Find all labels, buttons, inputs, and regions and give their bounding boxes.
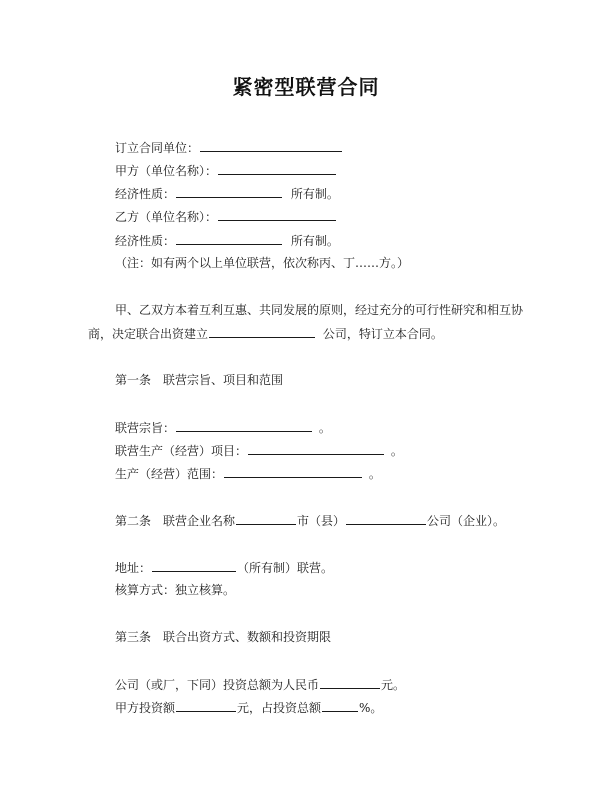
party-b-blank	[218, 209, 336, 221]
article-2-heading-mid: 市（县）	[297, 514, 346, 528]
intro-line-2-start: 商，决定联合出资建立	[88, 327, 209, 341]
note-text: （注：如有两个以上单位联营，依次称丙、丁……方。）	[115, 256, 410, 270]
address-label: 地址：	[115, 561, 152, 575]
party-a-investment-blank	[176, 700, 236, 712]
econ-nature-1-blank	[176, 186, 282, 198]
scope-end: 。	[368, 467, 381, 481]
intro-line-2	[88, 326, 443, 341]
purpose-line	[115, 420, 331, 435]
city-blank	[236, 513, 296, 525]
purpose-blank	[176, 420, 312, 432]
article-1-heading: 第一条 联营宗旨、项目和范围	[115, 373, 284, 387]
article-2-heading-end: 公司（企业）。	[427, 514, 506, 528]
enterprise-name-blank	[346, 513, 426, 525]
ownership-2-text: 所有制。	[290, 234, 339, 248]
signing-unit-label: 订立合同单位：	[115, 141, 200, 155]
total-investment-label: 公司（或厂，下同）投资总额为人民币	[115, 678, 320, 692]
company-name-blank	[209, 326, 315, 338]
party-b-label: 乙方（单位名称）：	[115, 210, 218, 224]
scope-blank	[224, 466, 362, 478]
party-a-investment-mid: 元，占投资总额	[237, 701, 322, 715]
scope-line	[115, 466, 381, 481]
project-line	[115, 443, 403, 458]
party-a-investment-line	[115, 700, 382, 715]
intro-line-2-end: 公司，特订立本合同。	[322, 327, 443, 341]
purpose-end: 。	[318, 421, 331, 435]
total-investment-blank	[320, 677, 380, 689]
purpose-label: 联营宗旨：	[115, 421, 176, 435]
article-3-heading: 第三条 联合出资方式、数额和投资期限	[115, 630, 332, 644]
econ-nature-2-line	[115, 233, 339, 248]
signing-unit-blank	[200, 140, 342, 152]
total-investment-unit: 元。	[381, 678, 406, 692]
project-end: 。	[390, 444, 403, 458]
party-a-investment-label: 甲方投资额	[115, 701, 176, 715]
intro-line-1: 甲、乙双方本着互利互惠、共同发展的原则，经过充分的可行性研究和相互协	[115, 303, 524, 317]
party-a-blank	[218, 163, 336, 175]
econ-nature-1-line	[115, 186, 339, 201]
address-blank	[152, 560, 236, 572]
party-a-investment-end: %。	[359, 701, 383, 715]
signing-unit-line	[115, 140, 343, 155]
econ-nature-2-label: 经济性质：	[115, 234, 176, 248]
project-label: 联营生产（经营）项目：	[115, 444, 248, 458]
ownership-1-text: 所有制。	[290, 187, 339, 201]
party-a-percent-blank	[322, 700, 358, 712]
address-line	[115, 560, 333, 575]
address-ownership: （所有制）联营。	[237, 561, 334, 575]
article-2-heading	[115, 513, 505, 528]
party-b-line	[115, 209, 337, 224]
scope-label: 生产（经营）范围：	[115, 467, 224, 481]
party-a-label: 甲方（单位名称）：	[115, 164, 218, 178]
econ-nature-2-blank	[176, 233, 282, 245]
article-2-heading-start: 第二条 联营企业名称	[115, 514, 236, 528]
accounting-line: 核算方式：独立核算。	[115, 583, 236, 597]
project-blank	[248, 443, 384, 455]
document-title: 紧密型联营合同	[232, 75, 380, 99]
party-a-line	[115, 163, 337, 178]
econ-nature-1-label: 经济性质：	[115, 187, 176, 201]
total-investment-line	[115, 677, 405, 692]
